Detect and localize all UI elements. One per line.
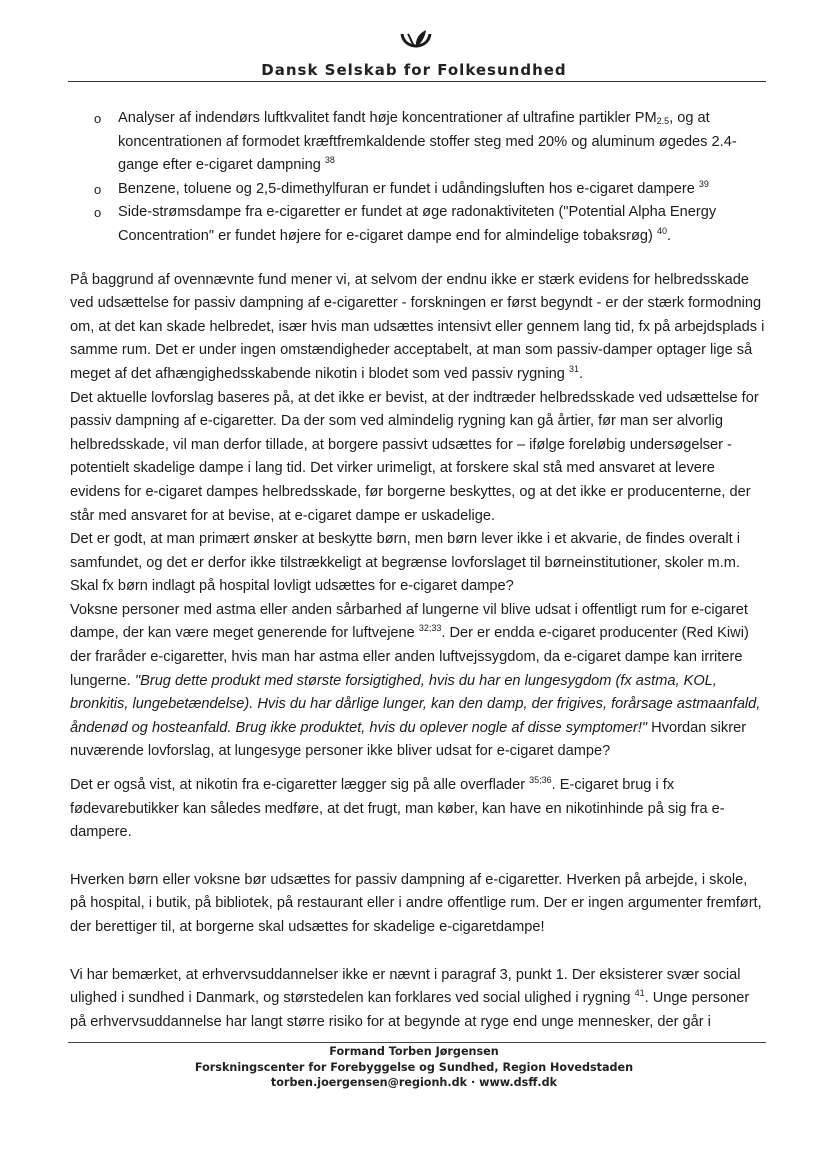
organization-title: Dansk Selskab for Folkesundhed: [261, 61, 567, 79]
footer-institution: Forskningscenter for Forebyggelse og Sundhed, Region Hovedstaden: [194, 1060, 634, 1074]
paragraph: Voksne personer med astma eller anden sårbarhed af lungerne vil blive udsat i offentligt rum for e-cigaret dampe, der kan være meget generende for luftvejene $^{32;33}$. Der er endda e-cigaret producenter (Red Kiwi) der fraråder e-cigaretter, hvis man har astma eller anden luftvejssygdom, da e-cigaret dampe kan irritere lungerne. "Brug dette produkt med største forsigtighed, hvis du har en lungesygdom (fx astma, KOL, bronkitis, lungebetændelse). Hvis du har dårlige lunger, kan den damp, der frigives, forårsage astmaanfald, åndenød og hosteanfald. Brug ikke produktet, hvis du oplever nogle af disse symptomer!" Hvordan sikrer nuværende lovforslag, at lungesyge personer ikke bliver udsat for e-cigaret dampe?: [70, 601, 761, 760]
paragraph: Hverken børn eller voksne bør udsættes for passiv dampning af e-cigaretter. Hverken på arbejde, i skole, på hospital, i butik, på bibliotek, på restaurant eller i andre offentlige rum. Der er ingen argumenter fremført, der berettiger til, at borgerne skal udsættes for skadelige e-cigaretdampe!: [70, 871, 762, 935]
paragraph: Det er også vist, at nikotin fra e-cigaretter lægger sig på alle overflader $^{35;36}$. E-cigaret brug i fx fødevarebutikker kan således medføre, at det frugt, man køber, kan have en nikotinhinde på sig fra e-dampere.: [70, 775, 725, 841]
quoted-warning: "Brug dette produkt med største forsigtighed, hvis du har en lungesygdom (fx astma, KOL, bronkitis, lungebetændelse). Hvis du har dårlige lunger, kan den damp, der frigives, forårsage astmaanfald, åndenød og hosteanfald. Brug ikke produktet, hvis du oplever nogle af disse symptomer!": [70, 672, 761, 736]
paragraph: Det aktuelle lovforslag baseres på, at det ikke er bevist, at der indtræder helbredsskade ved udsættelse for passiv dampning af e-cigaretter. Da der som ved almindelig rygning kan gå årtier, før man ser alvorlig helbredsskade, vil man derfor tillade, at borgere passivt udsættes for – ifølge foreløbig undersøgelser - potentielt skadelige dampe i lang tid. Det virker urimeligt, at forskere skal stå med ansvaret at levere evidens for e-cigaret dampes helbredsskade, før borgerne beskyttes, og at det ikke er producenterne, der står med ansvaret for at bevise, at e-cigaret dampe er uskadelige.: [70, 389, 759, 524]
reference-marker: 32;33: [418, 623, 442, 634]
list-item: o Benzene, toluene og 2,5-dimethylfuran er fundet i udåndingsluften hos e-cigaret dampere $^{39}$: [70, 178, 766, 202]
findings-list: [70, 107, 766, 249]
footer-divider: [68, 1042, 766, 1043]
footer-contact: torben.joergensen@regionh.dk · www.dsff.dk: [270, 1076, 558, 1089]
reference-marker: 39: [698, 178, 709, 189]
letter-body: [70, 107, 766, 1034]
list-item: o Analyser af indendørs luftkvalitet fandt høje koncentrationer af ultrafine partikler $PM_{2.5}$, og at koncentrationen af formodet kræftfremkaldende stoffer steg med 20% og aluminum øgedes 2.4-gange efter e-cigaret dampning $^{38}$: [70, 107, 766, 178]
paragraph: På baggrund af ovennævnte fund mener vi, at selvom der endnu ikke er stærk evidens for helbredsskade ved udsættelse for passiv dampning af e-cigaretter - forskningen er først begyndt - er der stærk formodning om, at det kan skade helbredet, især hvis man udsættes intensivt eller gennem lang tid, fx på arbejdsplads i samme rum. Det er under ingen omstændigheder acceptabelt, at man som passiv-damper optager lige så meget af det afhængighedsskabende nikotin i blodet som ved passiv rygning $^{31}$.: [70, 271, 765, 382]
header-divider: [68, 81, 766, 82]
reference-marker: 35;36: [529, 775, 552, 786]
paragraph: Vi har bemærket, at erhvervsuddannelser ikke er nævnt i paragraf 3, punkt 1. Der eksisterer svær social ulighed i sundhed i Danmark, og størstedelen kan forklares ved social ulighed i rygning $^{41}$. Unge personer på erhvervsuddannelse har langt større risiko for at begynde at ryge end unge mennesker, der går i: [70, 966, 750, 1030]
reference-marker: 38: [324, 155, 335, 166]
dsff-logo-icon: [396, 28, 436, 56]
footer-chair: Formand Torben Jørgensen: [329, 1045, 499, 1058]
list-item: o Side-strømsdampe fra e-cigaretter er fundet at øge radonaktiviteten ("Potential Alpha Energy Concentration" er fundet højere for e-cigaret dampe end for almindelige tobaksrøg) $^{40}$.: [70, 201, 766, 248]
reference-marker: 41: [634, 988, 645, 999]
footer: [0, 1044, 828, 1091]
reference-marker: 31: [568, 363, 579, 374]
reference-marker: 40: [656, 225, 667, 236]
paragraph: Det er godt, at man primært ønsker at beskytte børn, men børn lever ikke i et akvarie, de findes overalt i samfundet, og det er derfor ikke tilstrækkeligt at begrænse lovforslaget til børneinstitutioner, skoler m.m. Skal fx børn indlagt på hospital lovligt udsættes for e-cigaret dampe?: [70, 531, 740, 595]
